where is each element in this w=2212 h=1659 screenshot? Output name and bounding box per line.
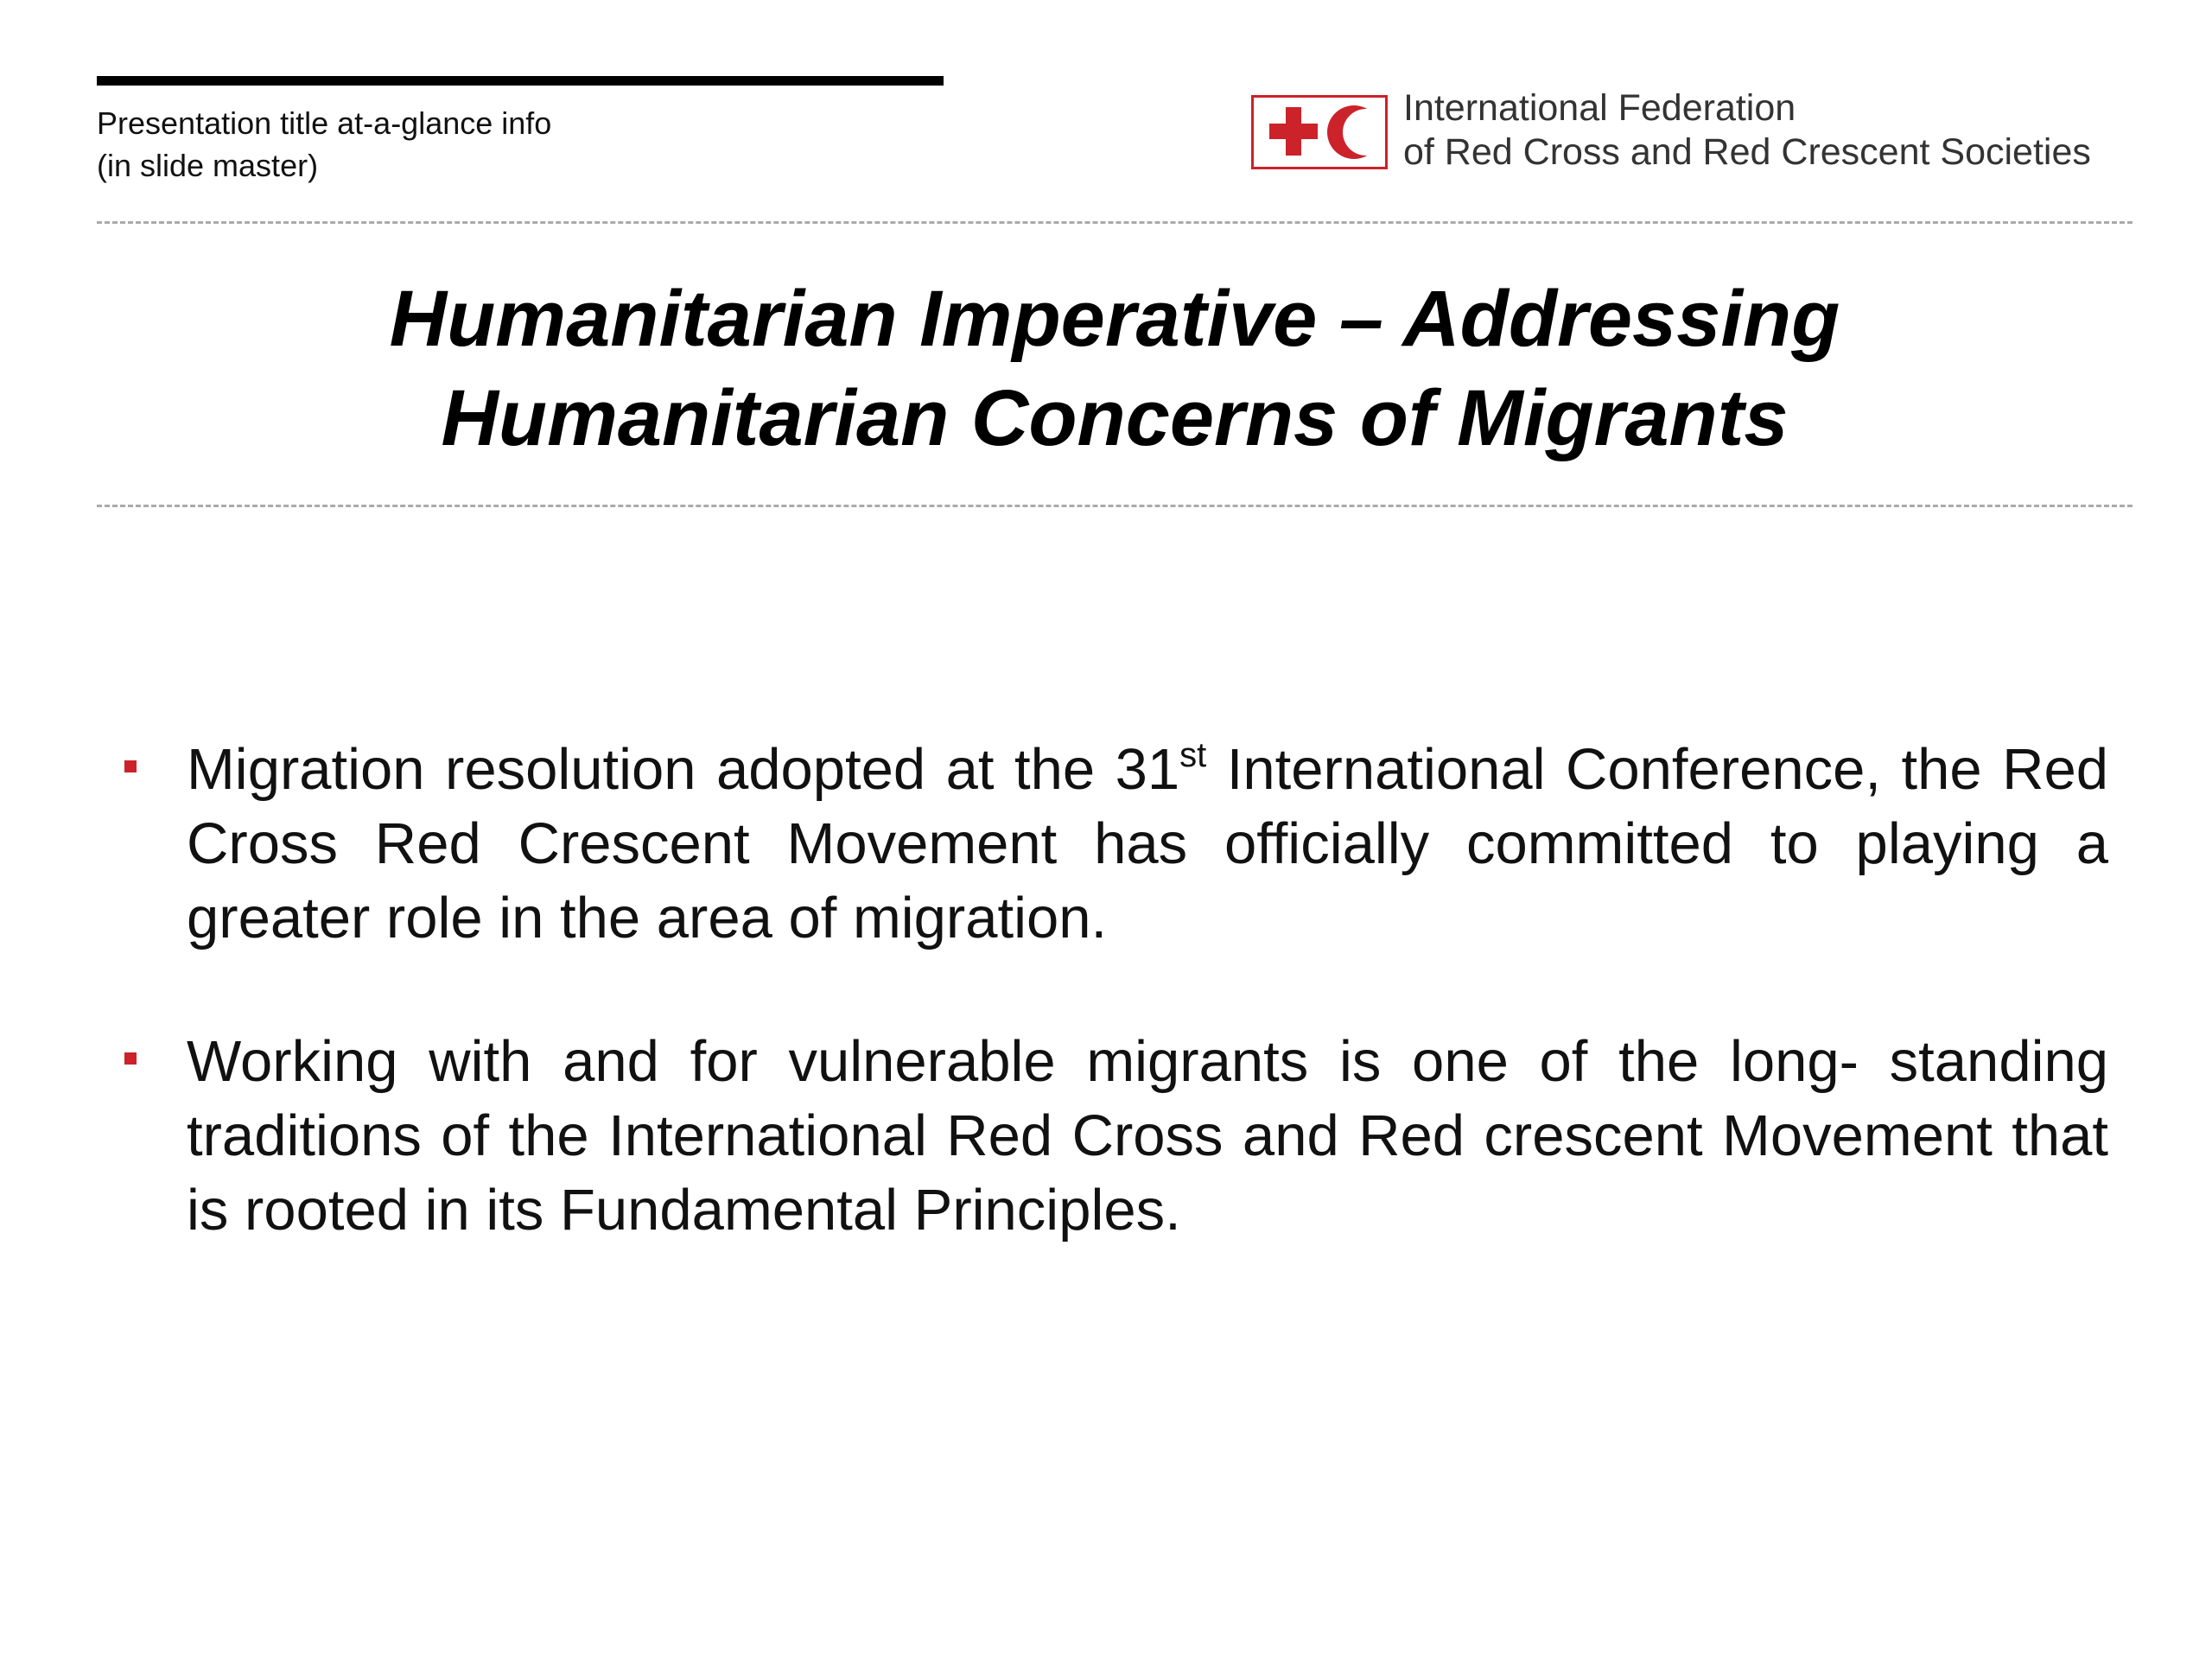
header-top-rule <box>97 76 944 86</box>
bullet-item <box>121 733 2108 956</box>
bullet-text <box>187 733 2108 956</box>
slide-title-line-1: Humanitarian Imperative – Addressing <box>389 275 1840 363</box>
square-bullet-icon <box>124 1052 137 1065</box>
organization-name-line-1: International Federation <box>1403 87 1796 129</box>
bullet-text-part-1: Migration resolution adopted at the 31 <box>187 737 1180 802</box>
slide-title <box>173 270 2056 468</box>
master-info-line-1: Presentation title at-a-glance info <box>97 105 552 141</box>
title-divider-top <box>97 221 2133 224</box>
square-bullet-icon <box>124 760 137 772</box>
bullet-item <box>121 1025 2108 1248</box>
bullet-text-part-2: International Conference, the Red Cross Red Crescent Movement has officially committed to playing a greater role in the area of migration. <box>187 737 2108 950</box>
red-cross-red-crescent-logo-icon <box>1251 95 1388 169</box>
master-info-line-2: (in slide master) <box>97 148 319 183</box>
title-divider-bottom <box>97 505 2133 507</box>
bullet-list <box>121 733 2108 1317</box>
ordinal-suffix: st <box>1179 736 1207 774</box>
presentation-master-info <box>97 102 551 187</box>
slide-title-line-2: Humanitarian Concerns of Migrants <box>441 374 1789 462</box>
bullet-text: Working with and for vulnerable migrants is one of the long- standing traditions of the International Red Cross and Red crescent Movement that is rooted in its Fundamental Principles. <box>187 1029 2108 1243</box>
organization-name-line-2: of Red Cross and Red Crescent Societies <box>1403 131 2091 173</box>
organization-name <box>1403 86 2091 175</box>
